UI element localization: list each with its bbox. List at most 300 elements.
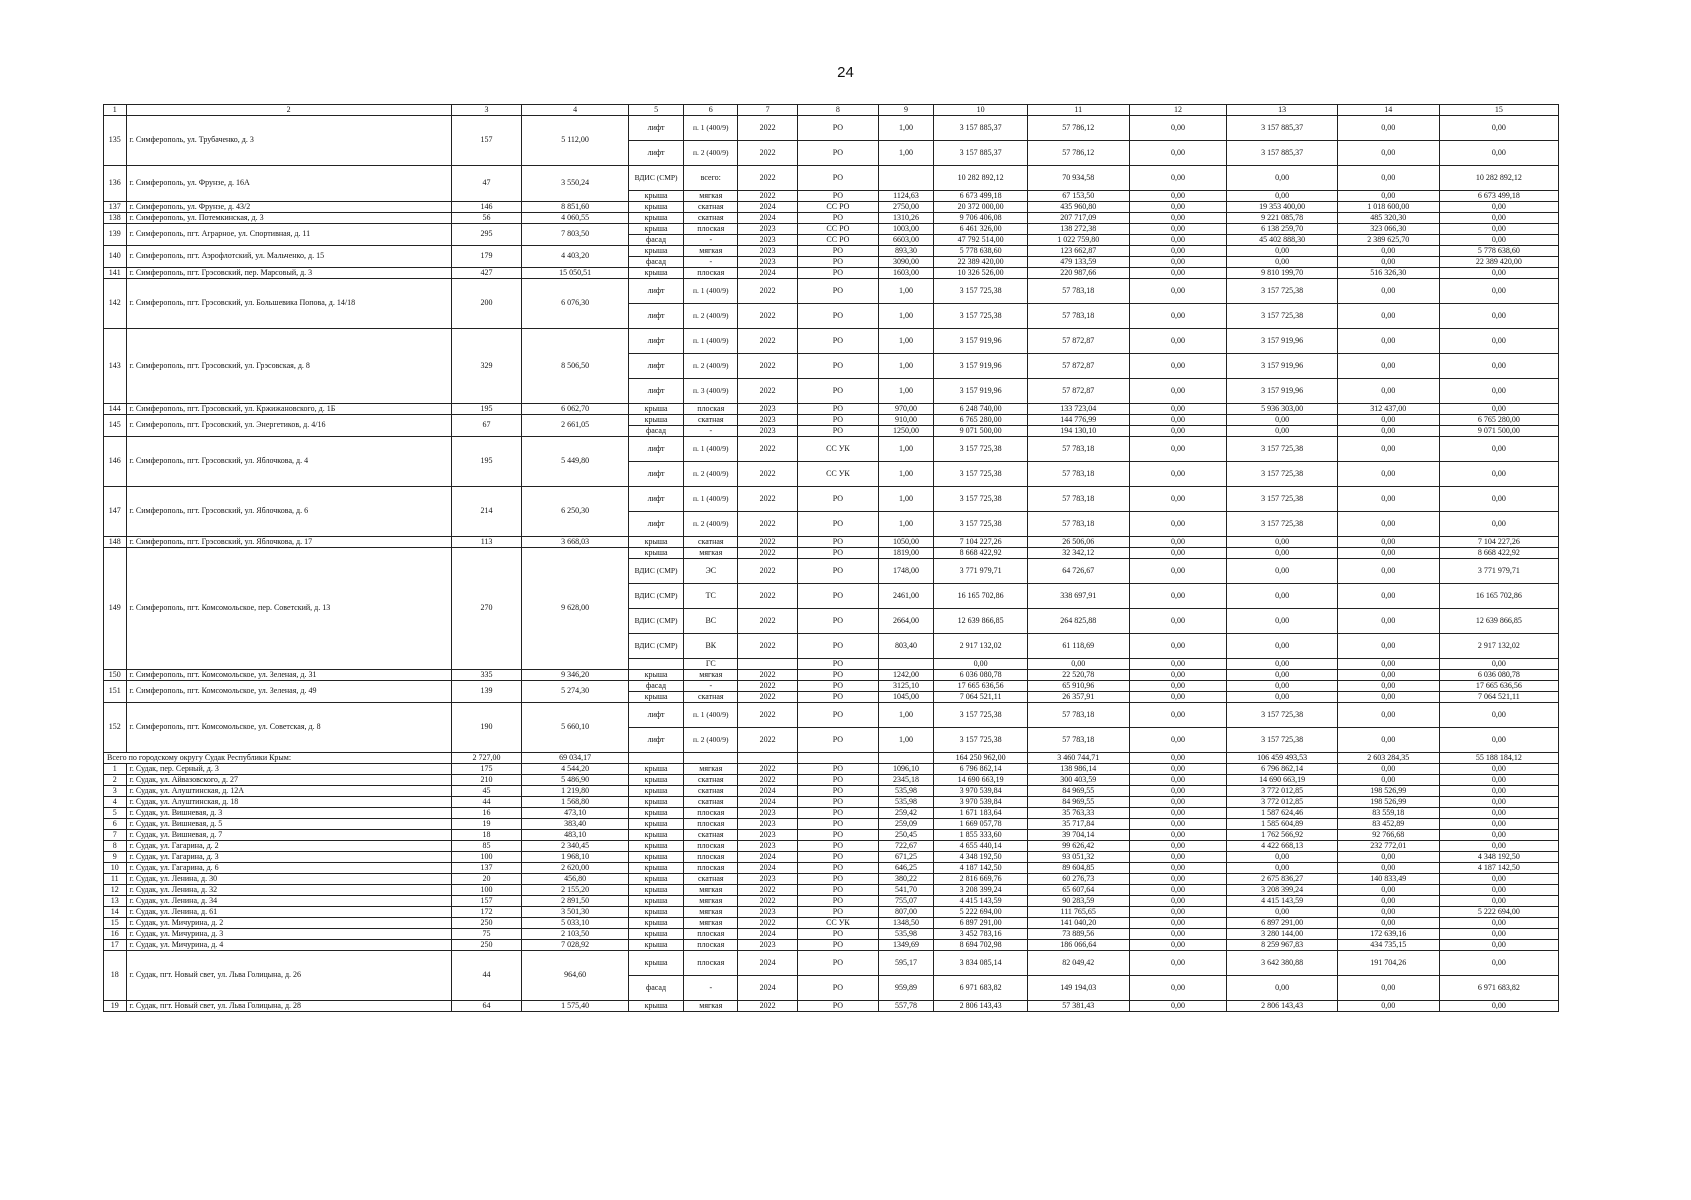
table-cell: г. Судак, пгт. Новый свет, ул. Льва Голицына, д. 26 (126, 951, 451, 1001)
table-cell: 14 690 663,19 (934, 775, 1027, 786)
table-cell: 2022 (738, 141, 798, 166)
table-cell: 19 353 400,00 (1227, 202, 1338, 213)
table-cell: 2 155,20 (522, 885, 628, 896)
table-cell: 14 (104, 907, 127, 918)
table-cell: 0,00 (1129, 257, 1227, 268)
table-cell: 755,07 (878, 896, 934, 907)
table-cell: 0,00 (1337, 548, 1439, 559)
table-cell: 0,00 (1227, 559, 1338, 584)
table-cell: 82 049,42 (1027, 951, 1129, 976)
table-cell: крыша (628, 830, 684, 841)
table-cell (628, 753, 684, 764)
table-cell: 0,00 (1439, 885, 1558, 896)
table-row (104, 437, 1559, 462)
table-cell: п. 2 (400/9) (684, 728, 738, 753)
table-cell: 0,00 (1337, 907, 1439, 918)
table-cell: 0,00 (1129, 235, 1227, 246)
table-cell: 0,00 (1439, 1001, 1558, 1012)
table-cell: 0,00 (1439, 437, 1558, 462)
table-cell: г. Симферополь, пгт. Аэрофлотский, ул. Мальченко, д. 15 (126, 246, 451, 268)
column-number-cell: 6 (684, 105, 738, 116)
table-cell: 8 851,60 (522, 202, 628, 213)
table-cell: г. Судак, пер. Серный, д. 3 (126, 764, 451, 775)
table-cell: ВДИС (СМР) (628, 559, 684, 584)
table-cell: 15 (104, 918, 127, 929)
table-cell: 0,00 (1129, 874, 1227, 885)
table-cell: 0,00 (934, 659, 1027, 670)
table-cell: 0,00 (1337, 896, 1439, 907)
table-cell: 3 157 725,38 (934, 487, 1027, 512)
repair-program-table (103, 104, 1559, 1012)
table-cell: РО (798, 681, 878, 692)
table-cell: 0,00 (1439, 841, 1558, 852)
table-cell: 0,00 (1337, 670, 1439, 681)
table-cell: 0,00 (1129, 116, 1227, 141)
table-cell: 0,00 (1129, 548, 1227, 559)
table-cell: 0,00 (1337, 775, 1439, 786)
table-cell: 0,00 (1227, 863, 1338, 874)
table-cell (798, 753, 878, 764)
table-cell: 3 501,30 (522, 907, 628, 918)
table-row (104, 268, 1559, 279)
table-cell: 807,00 (878, 907, 934, 918)
table-cell: 1310,26 (878, 213, 934, 224)
table-cell: 22 520,78 (1027, 670, 1129, 681)
table-cell: 6603,00 (878, 235, 934, 246)
table-cell: 0,00 (1337, 191, 1439, 202)
table-cell: 100 (451, 852, 522, 863)
table-cell: 12 (104, 885, 127, 896)
table-cell: 0,00 (1337, 852, 1439, 863)
table-row (104, 404, 1559, 415)
table-cell: 3 550,24 (522, 166, 628, 202)
table-cell: 6 673 499,18 (1439, 191, 1558, 202)
table-cell: г. Симферополь, пгт. Комсомольское, пер. Советский, д. 13 (126, 548, 451, 670)
table-cell: 1 022 759,80 (1027, 235, 1129, 246)
table-cell: РО (798, 670, 878, 681)
table-cell: 7 064 521,11 (934, 692, 1027, 703)
table-cell: 3 (104, 786, 127, 797)
table-cell: 535,98 (878, 929, 934, 940)
table-cell: 2 603 284,35 (1337, 753, 1439, 764)
table-cell: п. 1 (400/9) (684, 116, 738, 141)
table-cell: 4 415 143,59 (1227, 896, 1338, 907)
table-cell: 138 (104, 213, 127, 224)
table-cell: 1242,00 (878, 670, 934, 681)
table-cell: 2023 (738, 415, 798, 426)
column-number-cell: 3 (451, 105, 522, 116)
column-number-cell: 8 (798, 105, 878, 116)
table-cell: РО (798, 304, 878, 329)
table-cell: 264 825,88 (1027, 609, 1129, 634)
table-cell: 2024 (738, 863, 798, 874)
table-cell: 3 771 979,71 (1439, 559, 1558, 584)
table-cell: 2022 (738, 166, 798, 191)
table-cell: скатная (684, 213, 738, 224)
table-cell: 60 276,73 (1027, 874, 1129, 885)
table-cell: 39 704,14 (1027, 830, 1129, 841)
table-cell: 3 208 399,24 (934, 885, 1027, 896)
table-cell: 83 452,89 (1337, 819, 1439, 830)
table-row (104, 279, 1559, 304)
table-cell: г. Симферополь, пгт. Аграрное, ул. Спортивная, д. 11 (126, 224, 451, 246)
table-cell: г. Симферополь, пгт. Комсомольское, ул. Советская, д. 8 (126, 703, 451, 753)
table-cell: 4 187 142,50 (1439, 863, 1558, 874)
table-cell: 2 620,00 (522, 863, 628, 874)
table-cell: 2022 (738, 775, 798, 786)
table-cell: крыша (628, 1001, 684, 1012)
table-cell: фасад (628, 257, 684, 268)
table-cell: 0,00 (1227, 681, 1338, 692)
table-cell: ТС (684, 584, 738, 609)
table-cell: 0,00 (1129, 202, 1227, 213)
table-cell: 0,00 (1337, 512, 1439, 537)
table-cell: 2022 (738, 329, 798, 354)
table-cell: 0,00 (1439, 786, 1558, 797)
table-cell: лифт (628, 354, 684, 379)
table-cell: мягкая (684, 670, 738, 681)
table-cell: 0,00 (1439, 764, 1558, 775)
table-cell: 1,00 (878, 379, 934, 404)
table-cell: 2023 (738, 940, 798, 951)
table-cell: крыша (628, 896, 684, 907)
table-cell: РО (798, 786, 878, 797)
page-number: 24 (837, 64, 854, 81)
table-cell: 0,00 (1129, 753, 1227, 764)
table-cell: крыша (628, 940, 684, 951)
table-cell: ВДИС (СМР) (628, 634, 684, 659)
table-cell: 0,00 (1129, 929, 1227, 940)
table-cell: 2024 (738, 976, 798, 1001)
table-cell: 146 (104, 437, 127, 487)
table-cell: 3 157 725,38 (934, 728, 1027, 753)
table-cell: крыша (628, 191, 684, 202)
table-cell: 2022 (738, 537, 798, 548)
table-cell: мягкая (684, 191, 738, 202)
table-cell: 0,00 (1227, 670, 1338, 681)
table-cell: 0,00 (1439, 819, 1558, 830)
table-row (104, 116, 1559, 141)
table-row (104, 885, 1559, 896)
table-cell: 8 694 702,98 (934, 940, 1027, 951)
table-cell: 0,00 (1337, 141, 1439, 166)
column-number-cell: 12 (1129, 105, 1227, 116)
table-cell: 380,22 (878, 874, 934, 885)
table-cell: 0,00 (1129, 797, 1227, 808)
table-cell (738, 659, 798, 670)
table-cell: 0,00 (1227, 191, 1338, 202)
column-number-cell: 1 (104, 105, 127, 116)
table-cell: 232 772,01 (1337, 841, 1439, 852)
table-cell: 0,00 (1337, 728, 1439, 753)
table-cell: 0,00 (1337, 487, 1439, 512)
table-cell: 2024 (738, 951, 798, 976)
table-cell: 0,00 (1129, 426, 1227, 437)
table-cell: г. Симферополь, пгт. Грэсовский, ул. Большевика Попова, д. 14/18 (126, 279, 451, 329)
table-cell: 19 (104, 1001, 127, 1012)
table-cell: - (684, 976, 738, 1001)
table-row (104, 874, 1559, 885)
table-cell: 0,00 (1337, 304, 1439, 329)
table-cell: 250 (451, 918, 522, 929)
table-cell: 323 066,30 (1337, 224, 1439, 235)
table-cell: 383,40 (522, 819, 628, 830)
table-cell: 10 282 892,12 (934, 166, 1027, 191)
table-cell: РО (798, 797, 878, 808)
table-row (104, 797, 1559, 808)
table-row (104, 537, 1559, 548)
table-cell: 15 050,51 (522, 268, 628, 279)
table-cell: РО (798, 213, 878, 224)
table-row (104, 940, 1559, 951)
table-cell: 85 (451, 841, 522, 852)
table-cell: 1,00 (878, 116, 934, 141)
table-cell: РО (798, 1001, 878, 1012)
table-cell: мягкая (684, 918, 738, 929)
table-cell: г. Судак, ул. Гагарина, д. 2 (126, 841, 451, 852)
table-row (104, 681, 1559, 692)
table-cell: 55 188 184,12 (1439, 753, 1558, 764)
table-cell: 57 783,18 (1027, 304, 1129, 329)
table-cell: 0,00 (1337, 437, 1439, 462)
table-cell: г. Судак, ул. Ленина, д. 61 (126, 907, 451, 918)
table-cell: крыша (628, 786, 684, 797)
table-cell: г. Симферополь, ул. Фрунзе, д. 16А (126, 166, 451, 202)
table-row (104, 819, 1559, 830)
table-cell: 1096,10 (878, 764, 934, 775)
table-cell: 0,00 (1337, 462, 1439, 487)
table-cell: 210 (451, 775, 522, 786)
table-cell: крыша (628, 670, 684, 681)
table-cell: мягкая (684, 764, 738, 775)
table-cell: лифт (628, 379, 684, 404)
table-cell: 16 165 702,86 (1439, 584, 1558, 609)
table-cell: 2 917 132,02 (934, 634, 1027, 659)
table-cell: 0,00 (1129, 268, 1227, 279)
table-row (104, 246, 1559, 257)
table-cell: 250 (451, 940, 522, 951)
table-cell: 3 157 919,96 (934, 379, 1027, 404)
table-cell: г. Симферополь, пгт. Грэсовский, ул. Энергетиков, д. 4/16 (126, 415, 451, 437)
table-cell: 0,00 (1227, 415, 1338, 426)
table-cell: 0,00 (1129, 703, 1227, 728)
table-cell: 2022 (738, 609, 798, 634)
table-cell: 6 897 291,00 (934, 918, 1027, 929)
table-cell: 0,00 (1439, 304, 1558, 329)
table-cell: 3 157 725,38 (934, 462, 1027, 487)
table-cell: 0,00 (1439, 797, 1558, 808)
table-cell: 722,67 (878, 841, 934, 852)
table-cell: 0,00 (1337, 329, 1439, 354)
table-row (104, 808, 1559, 819)
table-cell: г. Судак, ул. Гагарина, д. 3 (126, 852, 451, 863)
table-cell: 5 486,90 (522, 775, 628, 786)
table-cell: РО (798, 896, 878, 907)
table-cell: РО (798, 246, 878, 257)
table-row (104, 1001, 1559, 1012)
table-cell: 143 (104, 329, 127, 404)
column-number-cell: 14 (1337, 105, 1439, 116)
table-cell: крыша (628, 548, 684, 559)
table-cell: 2 806 143,43 (934, 1001, 1027, 1012)
table-cell: 144 776,99 (1027, 415, 1129, 426)
table-cell: г. Судак, ул. Ленина, д. 30 (126, 874, 451, 885)
table-cell: 8 668 422,92 (1439, 548, 1558, 559)
table-cell: 479 133,59 (1027, 257, 1129, 268)
table-cell: 1,00 (878, 487, 934, 512)
table-cell: 0,00 (1129, 764, 1227, 775)
table-cell: 7 064 521,11 (1439, 692, 1558, 703)
table-cell: крыша (628, 797, 684, 808)
table-cell: РО (798, 929, 878, 940)
table-cell: 1 669 057,78 (934, 819, 1027, 830)
table-cell: 2022 (738, 692, 798, 703)
table-cell: 44 (451, 951, 522, 1001)
table-cell: 5 449,80 (522, 437, 628, 487)
table-cell: 57 381,43 (1027, 1001, 1129, 1012)
table-cell: РО (798, 775, 878, 786)
table-cell: РО (798, 354, 878, 379)
table-cell: 0,00 (1129, 841, 1227, 852)
table-cell: г. Симферополь, ул. Фрунзе, д. 43/2 (126, 202, 451, 213)
table-cell: 0,00 (1129, 728, 1227, 753)
table-cell: РО (798, 379, 878, 404)
table-cell: 0,00 (1129, 907, 1227, 918)
table-cell: 8 668 422,92 (934, 548, 1027, 559)
table-cell: 57 783,18 (1027, 462, 1129, 487)
table-row (104, 786, 1559, 797)
table-cell: 0,00 (1439, 235, 1558, 246)
table-cell: РО (798, 976, 878, 1001)
table-cell: 2023 (738, 246, 798, 257)
table-cell: 3 208 399,24 (1227, 885, 1338, 896)
table-cell: 1250,00 (878, 426, 934, 437)
table-cell: лифт (628, 487, 684, 512)
table-cell: г. Симферополь, пгт. Грэсовский, ул. Яблочкова, д. 17 (126, 537, 451, 548)
table-cell: 139 (104, 224, 127, 246)
table-cell: 0,00 (1439, 830, 1558, 841)
table-cell: 7 803,50 (522, 224, 628, 246)
table-cell: 57 783,18 (1027, 279, 1129, 304)
table-cell: 2023 (738, 224, 798, 235)
table-cell: крыша (628, 692, 684, 703)
table-cell: СС РО (798, 202, 878, 213)
table-cell: 186 066,64 (1027, 940, 1129, 951)
table-cell: 0,00 (1129, 885, 1227, 896)
table-cell: 0,00 (1129, 896, 1227, 907)
table-cell: 2022 (738, 703, 798, 728)
table-cell: 147 (104, 487, 127, 537)
table-cell: 69 034,17 (522, 753, 628, 764)
table-cell: РО (798, 512, 878, 537)
table-cell: РО (798, 487, 878, 512)
table-cell: г. Судак, ул. Мичурина, д. 3 (126, 929, 451, 940)
table-cell: 3 157 725,38 (1227, 487, 1338, 512)
table-cell: СС УК (798, 437, 878, 462)
table-cell: 0,00 (1129, 852, 1227, 863)
table-cell: 2 727,00 (451, 753, 522, 764)
table-cell: плоская (684, 224, 738, 235)
table-cell: РО (798, 609, 878, 634)
table-cell: ВДИС (СМР) (628, 584, 684, 609)
table-cell: плоская (684, 929, 738, 940)
table-cell: 2 103,50 (522, 929, 628, 940)
table-cell: 99 626,42 (1027, 841, 1129, 852)
table-cell: 113 (451, 537, 522, 548)
table-cell: п. 1 (400/9) (684, 279, 738, 304)
table-cell: РО (798, 426, 878, 437)
table-cell: 6 (104, 819, 127, 830)
table-cell: п. 1 (400/9) (684, 329, 738, 354)
table-cell: г. Судак, ул. Вишневая, д. 7 (126, 830, 451, 841)
table-cell: РО (798, 874, 878, 885)
table-cell: 2 806 143,43 (1227, 1001, 1338, 1012)
table-cell: 0,00 (1337, 659, 1439, 670)
table-cell: - (684, 681, 738, 692)
table-cell: лифт (628, 304, 684, 329)
table-cell: РО (798, 548, 878, 559)
table-cell: 47 792 514,00 (934, 235, 1027, 246)
table-cell: 3 157 725,38 (934, 279, 1027, 304)
table-cell: 2024 (738, 786, 798, 797)
table-cell: плоская (684, 852, 738, 863)
table-cell: 5 222 694,00 (934, 907, 1027, 918)
table-cell: 0,00 (1129, 191, 1227, 202)
table-cell: 1,00 (878, 354, 934, 379)
table-cell: 0,00 (1439, 213, 1558, 224)
table-cell: 3 970 539,84 (934, 786, 1027, 797)
table-cell: 6 036 080,78 (934, 670, 1027, 681)
table-cell: 0,00 (1439, 918, 1558, 929)
table-cell: 26 506,06 (1027, 537, 1129, 548)
table-cell: 3 157 725,38 (934, 703, 1027, 728)
table-row (104, 775, 1559, 786)
table-row (104, 703, 1559, 728)
table-cell: РО (798, 659, 878, 670)
table-cell: скатная (684, 797, 738, 808)
table-cell: 0,00 (1129, 659, 1227, 670)
table-cell: 0,00 (1439, 929, 1558, 940)
table-cell: ВДИС (СМР) (628, 609, 684, 634)
table-cell: 2022 (738, 279, 798, 304)
table-cell: 3 668,03 (522, 537, 628, 548)
table-cell: 1 018 600,00 (1337, 202, 1439, 213)
table-cell: плоская (684, 808, 738, 819)
table-cell: 970,00 (878, 404, 934, 415)
table-cell: 141 (104, 268, 127, 279)
table-cell: 4 415 143,59 (934, 896, 1027, 907)
table-cell: 2022 (738, 191, 798, 202)
table-cell: 0,00 (1337, 634, 1439, 659)
table-cell: 89 604,85 (1027, 863, 1129, 874)
table-cell: 0,00 (1439, 462, 1558, 487)
table-cell: 0,00 (1129, 379, 1227, 404)
table-cell: 0,00 (1129, 224, 1227, 235)
total-row (104, 753, 1559, 764)
table-cell: 172 639,16 (1337, 929, 1439, 940)
table-row (104, 907, 1559, 918)
table-cell: 5 936 303,00 (1227, 404, 1338, 415)
table-cell: 175 (451, 764, 522, 775)
table-cell: крыша (628, 775, 684, 786)
column-number-cell: 9 (878, 105, 934, 116)
table-cell: 135 (104, 116, 127, 166)
table-cell: 535,98 (878, 786, 934, 797)
table-cell: 0,00 (1129, 976, 1227, 1001)
table-row (104, 841, 1559, 852)
table-cell: 179 (451, 246, 522, 268)
table-cell: СС РО (798, 224, 878, 235)
